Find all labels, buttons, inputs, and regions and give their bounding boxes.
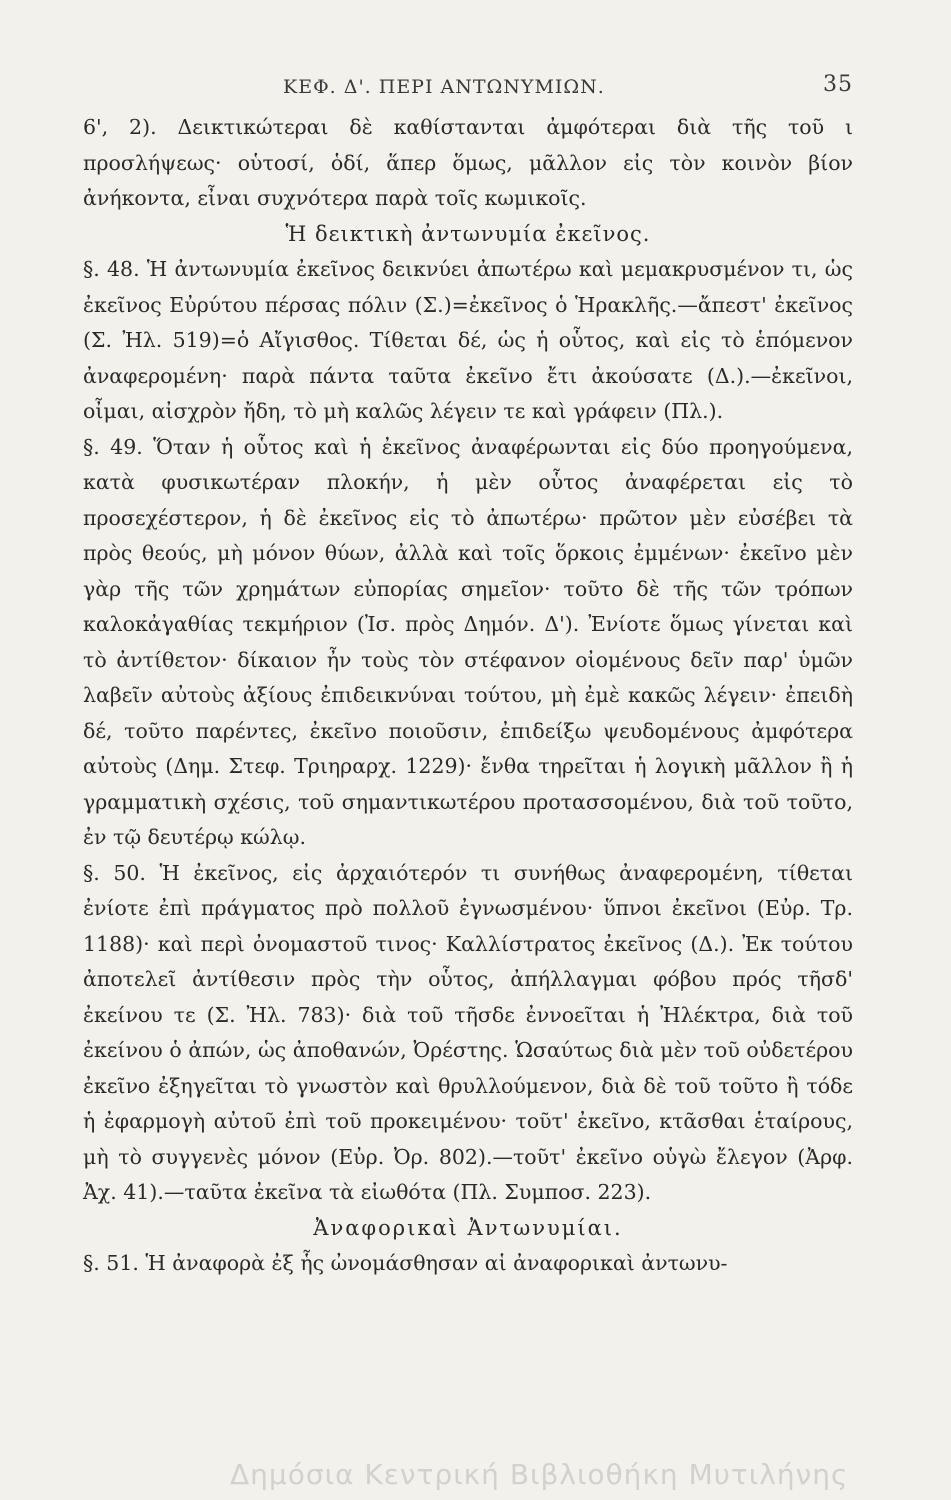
section-50: §. 50. Ἡ ἐκεῖνος, εἰς ἀρχαιότερόν τι συνήθως ἀναφερομένη, τίθεται ἐνίοτε ἐπὶ πράγματος πρὸ πολλοῦ ἐγνωσμένου· ὕπνοι ἐκεῖνοι (Εὐρ. Τρ. 1188)· καὶ περὶ ὀνομαστοῦ τινος· Καλλίστρατος ἐκεῖνος (Δ.). Ἐκ τούτου ἀποτελεῖ ἀντίθεσιν πρὸς τὴν οὗτος, ἀπήλλαγμαι φόβου πρός τῆσδ' ἐκείνου τε (Σ. Ἠλ. 783)· διὰ τοῦ τῆσδε ἐννοεῖται ἡ Ἠλέκτρα, διὰ τοῦ ἐκείνου ὁ ἀπών, ὡς ἀποθανών, Ὀρέστης. Ὡσαύτως διὰ μὲν τοῦ οὐδετέρου ἐκεῖνο ἐξηγεῖται τὸ γνωστὸν καὶ θρυλλούμενον, διὰ δὲ τοῦ τοῦτο ἢ τόδε ἡ ἐφαρμογὴ αὐτοῦ ἐπὶ τοῦ προκειμένου· τοῦτ' ἐκεῖνο, κτᾶσθαι ἑταίρους, μὴ τὸ συγγενὲς μόνον (Εὐρ. Ὀρ. 802).—τοῦτ' ἐκεῖνο οὑγὼ ἔλεγον (Ἀρφ. Ἀχ. 41).—ταῦτα ἐκεῖνα τὰ εἰωθότα (Πλ. Συμποσ. 223). [83, 860, 853, 1204]
running-header [83, 70, 853, 110]
section-heading-relative-pronouns: Ἀναφορικαὶ Ἀντωνυμίαι. [313, 1215, 623, 1240]
book-page [83, 70, 853, 1282]
running-title: ΚΕΦ. Δ'. ΠΕΡΙ ΑΝΤΩΝΥΜΙΩΝ. [283, 76, 605, 98]
section-51: §. 51. Ἡ ἀναφορὰ ἐξ ἧς ὠνομάσθησαν αἱ ἀναφορικαὶ ἀντωνυ- [83, 1251, 728, 1275]
library-watermark: Δημόσια Κεντρική Βιβλιοθήκη Μυτιλήνης [230, 1458, 849, 1491]
section-49: §. 49. Ὅταν ἡ οὗτος καὶ ἡ ἐκεῖνος ἀναφέρωνται εἰς δύο προηγούμενα, κατὰ φυσικωτέραν πλοκήν, ἡ μὲν οὗτος ἀναφέρεται εἰς τὸ προσεχέστερον, ἡ δὲ ἐκεῖνος εἰς τὸ ἀπωτέρω· πρῶτον μὲν εὐσέβει τὰ πρὸς θεούς, μὴ μόνον θύων, ἀλλὰ καὶ τοῖς ὅρκοις ἐμμένων· ἐκεῖνο μὲν γὰρ τῆς τῶν χρημάτων εὐπορίας σημεῖον· τοῦτο δὲ τῆς τῶν τρόπων καλοκἀγαθίας τεκμήριον (Ἰσ. πρὸς Δημόν. Δ'). Ἐνίοτε ὅμως γίνεται καὶ τὸ ἀντίθετον· δίκαιον ἦν τοὺς τὸν στέφανον οἰομένους δεῖν παρ' ὑμῶν λαβεῖν αὐτοὺς ἀξίους ἐπιδεικνύναι τούτου, μὴ ἐμὲ κακῶς λέγειν· ἐπειδὴ δέ, τοῦτο παρέντες, ἐκεῖνο ποιοῦσιν, ἐπιδείξω ψευδομένους ἀμφότερα αὐτοὺς (Δημ. Στεφ. Τριηραρχ. 1229)· ἔνθα τηρεῖται ἡ λογικὴ μᾶλλον ἢ ἡ γραμματικὴ σχέσις, τοῦ σημαντικωτέρου προτασσομένου, διὰ τοῦ τοῦτο, ἐν τῷ δευτέρῳ κώλῳ. [83, 434, 853, 849]
section-48: §. 48. Ἡ ἀντωνυμία ἐκεῖνος δεικνύει ἀπωτέρω καὶ μεμακρυσμένον τι, ὡς ἐκεῖνος Εὐρύτου πέρσας πόλιν (Σ.)=ἐκεῖνος ὁ Ἡρακλῆς.—ἄπεστ' ἐκεῖνος (Σ. Ἠλ. 519)=ὁ Αἴγισθος. Τίθεται δέ, ὡς ἡ οὗτος, καὶ εἰς τὸ ἑπόμενον ἀναφερομένη· παρὰ πάντα ταῦτα ἐκεῖνο ἔτι ἀκούσατε (Δ.).—ἐκεῖνοι, οἶμαι, αἰσχρὸν ἤδη, τὸ μὴ καλῶς λέγειν τε καὶ γράφειν (Πλ.). [83, 257, 853, 423]
page-body [83, 110, 853, 1282]
paragraph-continuation: 6', 2). Δεικτικώτεραι δὲ καθίστανται ἀμφότεραι διὰ τῆς τοῦ ι προσλήψεως· οὑτοσί, ὁδί, ἅπερ ὅμως, μᾶλλον εἰς τὸν κοινὸν βίον ἀνήκοντα, εἶναι συχνότερα παρὰ τοῖς κωμικοῖς. [83, 115, 853, 210]
page-number: 35 [823, 72, 853, 97]
section-heading-ekeinos: Ἡ δεικτικὴ ἀντωνυμία ἐκεῖνος. [285, 221, 651, 246]
